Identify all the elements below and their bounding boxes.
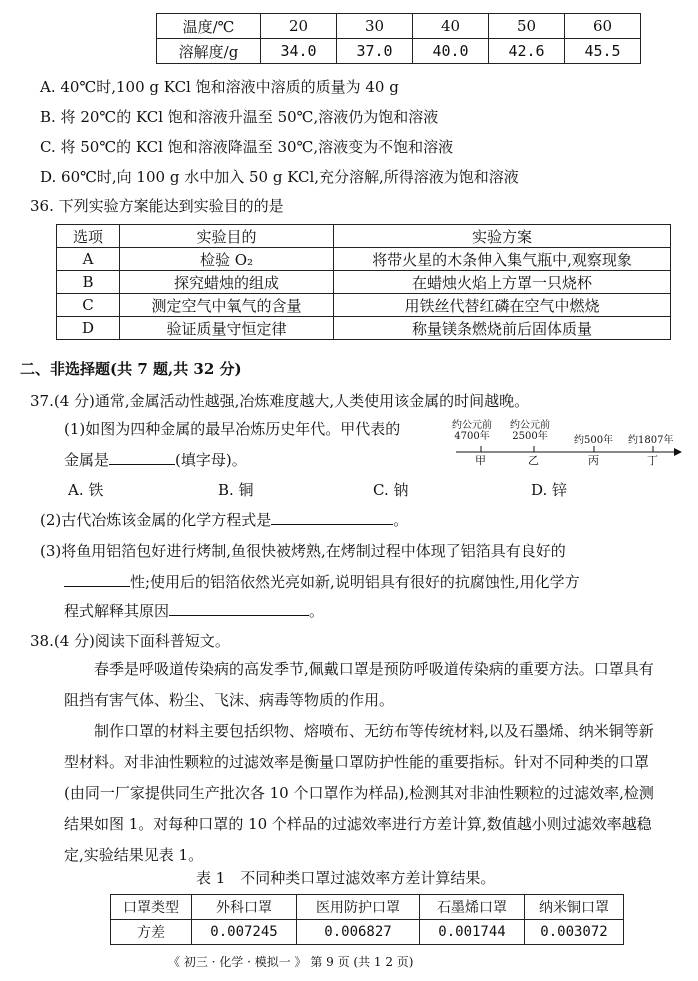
timeline-label: 丁 xyxy=(647,454,658,467)
table-row xyxy=(157,39,641,64)
q37-part3-line3 xyxy=(64,600,324,621)
section-title: 二、非选择题(共 7 题,共 32 分) xyxy=(20,360,242,378)
table-cell: 45.5 xyxy=(565,39,641,64)
table-cell: 0.003072 xyxy=(525,920,624,945)
table-cell: 0.006827 xyxy=(297,920,420,945)
choice-a: A. 铁 xyxy=(68,481,104,499)
table-cell: B xyxy=(57,271,120,294)
table-cell: 测定空气中氧气的含量 xyxy=(120,294,334,317)
q38-paragraph-2: 制作口罩的材料主要包括织物、熔喷布、无纺布等传统材料,以及石墨烯、纳米铜等新型材料。对非油性颗粒的过滤效率是衡量口罩防护性能的重要指标。针对不同种类的口罩(由同一厂家提供同生产批次各 10 个口罩作为样品),检测其对非油性颗粒的过滤效率,检测结果如图 1。对每种口罩的 10 个样品的过滤效率进行方差计算,数值越小则过滤效率越稳定,实验结果见表 1。 xyxy=(64,722,654,864)
answer-blank[interactable] xyxy=(64,572,130,587)
table-header: 石墨烯口罩 xyxy=(420,895,525,920)
table-cell: 在蜡烛火焰上方罩一只烧杯 xyxy=(334,271,671,294)
table-caption: 表 1 不同种类口罩过滤效率方差计算结果。 xyxy=(196,869,496,887)
metal-history-timeline xyxy=(448,420,684,467)
table-row xyxy=(157,14,641,39)
timeline-date: 约公元前 2500年 xyxy=(510,420,550,442)
q37-part1-line1: (1)如图为四种金属的最早冶炼历史年代。甲代表的 xyxy=(64,420,401,438)
table-cell: 用铁丝代替红磷在空气中燃烧 xyxy=(334,294,671,317)
text: (填字母)。 xyxy=(175,451,247,469)
table-cell: 50 xyxy=(489,14,565,39)
choice-d: D. 锌 xyxy=(531,481,568,499)
text: 。 xyxy=(309,602,325,620)
table-header: 医用防护口罩 xyxy=(297,895,420,920)
table-cell: D xyxy=(57,317,120,340)
table-cell: 检验 O₂ xyxy=(120,248,334,271)
choice-b: B. 铜 xyxy=(218,481,254,499)
timeline-label: 丙 xyxy=(588,454,599,467)
timeline-date: 约1807年 xyxy=(628,435,674,446)
table-cell: 42.6 xyxy=(489,39,565,64)
q37-part3-line1: (3)将鱼用铝箔包好进行烤制,鱼很快被烤熟,在烤制过程中体现了铝箔具有良好的 xyxy=(40,542,566,560)
table-cell: 方差 xyxy=(111,920,192,945)
answer-blank[interactable] xyxy=(109,450,175,465)
table-cell: A xyxy=(57,248,120,271)
mask-variance-table xyxy=(110,894,624,945)
table-cell: 验证质量守恒定律 xyxy=(120,317,334,340)
q38-stem: 38.(4 分)阅读下面科普短文。 xyxy=(30,632,230,650)
choice-c: C. 钠 xyxy=(373,481,409,499)
table-cell: 称量镁条燃烧前后固体质量 xyxy=(334,317,671,340)
text: 程式解释其原因 xyxy=(64,602,170,620)
table-header-row xyxy=(57,225,671,248)
text: 金属是 xyxy=(64,451,110,469)
table-cell: 0.001744 xyxy=(420,920,525,945)
text: 性;使用后的铝箔依然光亮如新,说明铝具有很好的抗腐蚀性,用化学方 xyxy=(130,573,580,591)
solubility-table xyxy=(156,13,641,64)
q35-option-b: B. 将 20℃的 KCl 饱和溶液升温至 50℃,溶液仍为饱和溶液 xyxy=(40,108,439,126)
timeline-date: 约公元前 4700年 xyxy=(452,420,492,442)
page-footer: 《 初三 · 化学 · 模拟一 》 第 9 页 (共 1 2 页) xyxy=(168,955,414,969)
timeline-label: 乙 xyxy=(528,454,539,467)
q36-stem: 36. 下列实验方案能达到实验目的的是 xyxy=(30,197,284,215)
table-cell: 40.0 xyxy=(413,39,489,64)
q37-stem: 37.(4 分)通常,金属活动性越强,冶炼难度越大,人类使用该金属的时间越晚。 xyxy=(30,392,530,410)
text: 。 xyxy=(393,511,409,529)
table-header: 实验方案 xyxy=(334,225,671,248)
table-row xyxy=(57,271,671,294)
answer-blank[interactable] xyxy=(271,510,393,525)
q35-option-d: D. 60℃时,向 100 g 水中加入 50 g KCl,充分溶解,所得溶液为饱和溶液 xyxy=(40,168,519,186)
table-cell: 20 xyxy=(261,14,337,39)
table-cell: 34.0 xyxy=(261,39,337,64)
table-header: 选项 xyxy=(57,225,120,248)
table-header: 实验目的 xyxy=(120,225,334,248)
table-row xyxy=(57,294,671,317)
timeline-label: 甲 xyxy=(475,454,486,467)
table-cell: 60 xyxy=(565,14,641,39)
table-cell: 探究蜡烛的组成 xyxy=(120,271,334,294)
q35-option-c: C. 将 50℃的 KCl 饱和溶液降温至 30℃,溶液变为不饱和溶液 xyxy=(40,138,454,156)
table-cell: 溶解度/g xyxy=(157,39,261,64)
q36-table xyxy=(56,224,671,340)
q37-part1-line2 xyxy=(64,449,247,470)
table-header-row xyxy=(111,895,624,920)
table-row xyxy=(57,317,671,340)
table-cell: 40 xyxy=(413,14,489,39)
q38-paragraph-1: 春季是呼吸道传染病的高发季节,佩戴口罩是预防呼吸道传染病的重要方法。口罩具有阻挡有害气体、粉尘、飞沫、病毒等物质的作用。 xyxy=(64,660,654,709)
table-header: 纳米铜口罩 xyxy=(525,895,624,920)
timeline-date: 约500年 xyxy=(574,435,614,446)
answer-blank[interactable] xyxy=(169,601,309,616)
q37-part2 xyxy=(40,509,408,530)
table-cell: 将带火星的木条伸入集气瓶中,观察现象 xyxy=(334,248,671,271)
table-cell: 37.0 xyxy=(337,39,413,64)
table-header: 口罩类型 xyxy=(111,895,192,920)
table-cell: 0.007245 xyxy=(192,920,297,945)
q35-option-a: A. 40℃时,100 g KCl 饱和溶液中溶质的质量为 40 g xyxy=(40,78,399,96)
text: (2)古代冶炼该金属的化学方程式是 xyxy=(40,511,272,529)
table-row xyxy=(57,248,671,271)
arrow-icon xyxy=(674,448,682,456)
table-header: 外科口罩 xyxy=(192,895,297,920)
q37-part3-line2 xyxy=(64,571,580,592)
table-cell: C xyxy=(57,294,120,317)
table-cell: 温度/℃ xyxy=(157,14,261,39)
table-row xyxy=(111,920,624,945)
table-cell: 30 xyxy=(337,14,413,39)
